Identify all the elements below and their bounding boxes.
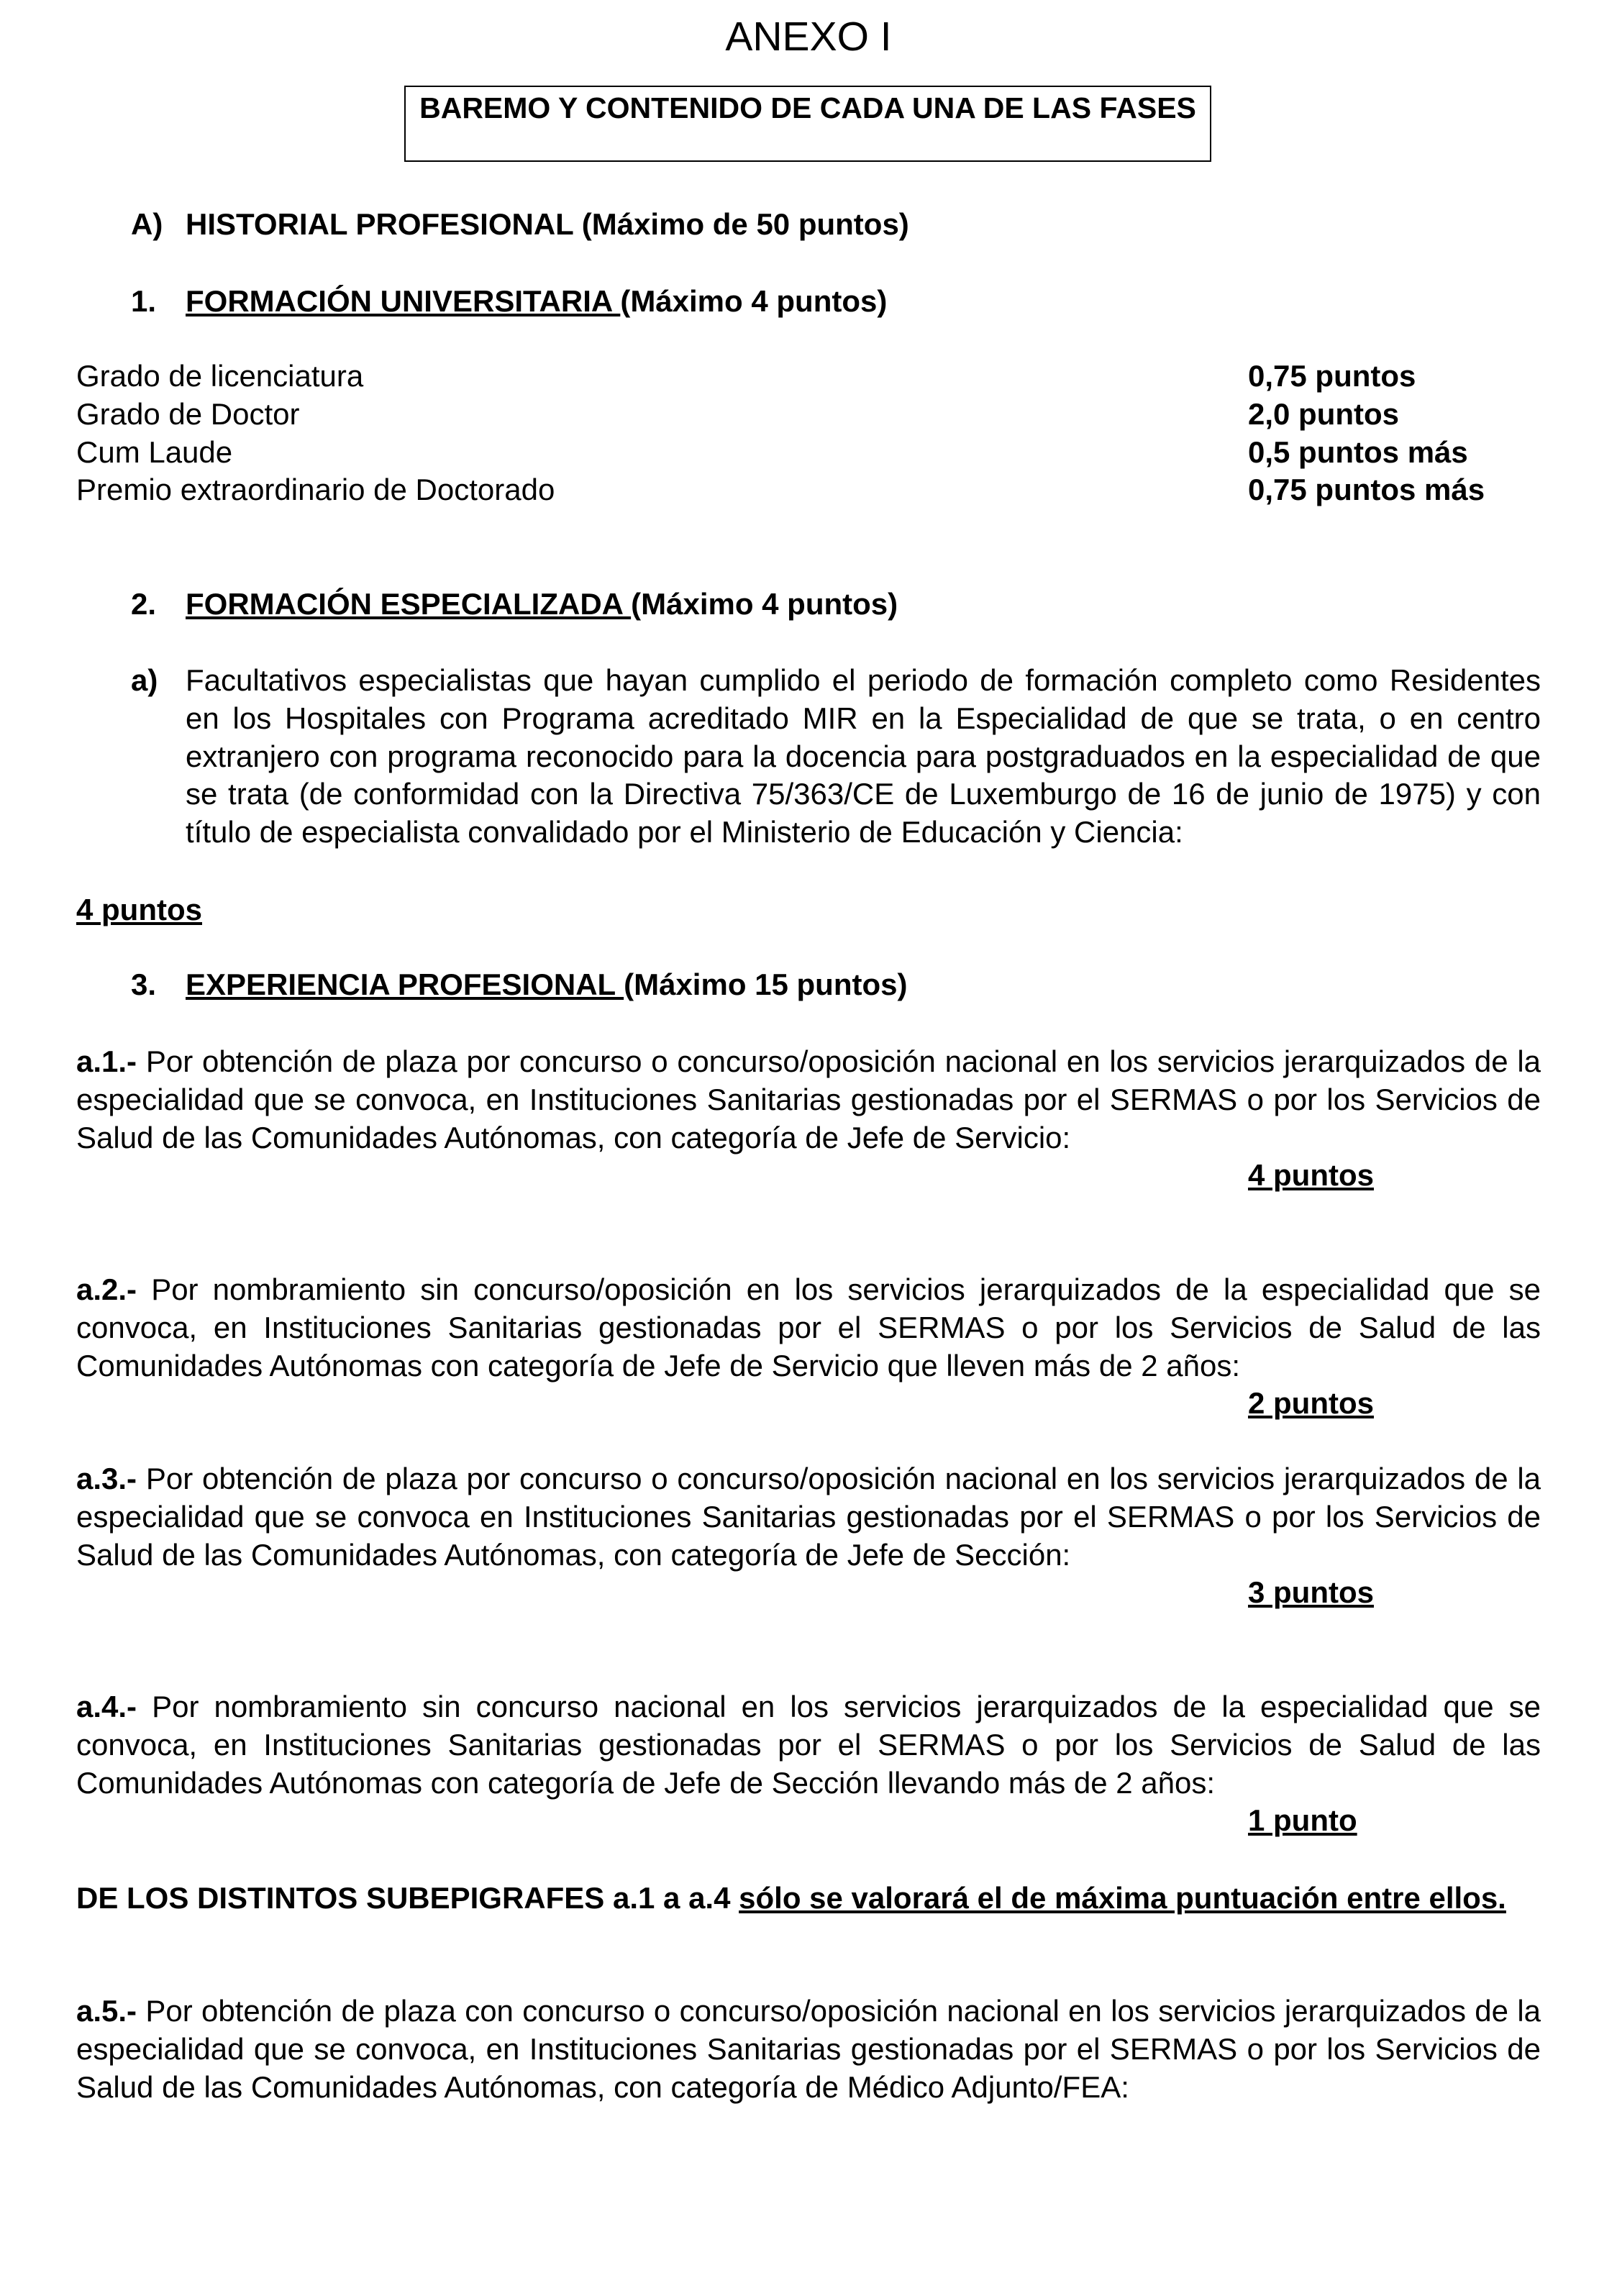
- item-points: 0,5 puntos más: [1248, 434, 1468, 469]
- experience-item-a2: [76, 1271, 1541, 1423]
- item-points: 4 puntos: [1248, 1158, 1374, 1193]
- experience-item-a3: [76, 1460, 1541, 1612]
- item-points: 3 puntos: [1248, 1575, 1374, 1610]
- specialist-paragraph: Facultativos especialistas que hayan cumplido el periodo de formación completo como Residentes en los Hospitales con Programa acreditado MIR en la Especialidad de que se trata, o en centro extranjero con programa reconocido para la docencia para postgraduados en la especialidad de que se trata (de conformidad con la Directiva 75/363/CE de Luxemburgo de 16 de junio de 1975) y con título de especialista convalidado por el Ministerio de Educación y Ciencia:: [186, 663, 1541, 849]
- section-number: A): [131, 207, 163, 241]
- list-item: [76, 471, 1541, 509]
- note-underlined: sólo se valorará el de máxima puntuación entre ellos.: [739, 1881, 1506, 1915]
- item-label: Cum Laude: [76, 434, 233, 469]
- section-max: (Máximo 4 puntos): [631, 587, 898, 621]
- item-marker: a): [131, 663, 158, 697]
- item-text: Por obtención de plaza por concurso o concurso/oposición nacional en los servicios jerarquizados de la especialidad que se convoca, en Instituciones Sanitarias gestionadas por el SERMAS o por los Servicios de Salud de las Comunidades Autónomas, con categoría de Jefe de Servicio:: [76, 1044, 1541, 1154]
- section-number: 2.: [131, 587, 157, 621]
- experience-item-a4: [76, 1688, 1541, 1840]
- section-max: (Máximo 15 puntos): [624, 967, 908, 1001]
- experience-item-a1: [76, 1043, 1541, 1195]
- item-points: 2,0 puntos: [1248, 396, 1400, 431]
- item-text: Por obtención de plaza con concurso o concurso/oposición nacional en los servicios jerarquizados de la especialidad que se convoca, en Instituciones Sanitarias gestionadas por el SERMAS o por los Servicios de Salud de las Comunidades Autónomas, con categoría de Médico Adjunto/FEA:: [76, 1994, 1541, 2104]
- item-points: 0,75 puntos: [1248, 359, 1416, 393]
- item-text: Por nombramiento sin concurso/oposición en los servicios jerarquizados de la especialidad que se convoca, en Instituciones Sanitarias gestionadas por el SERMAS o por los Servicios de Salud de las Comunidades Autónomas con categoría de Jefe de Servicio que lleven más de 2 años:: [76, 1272, 1541, 1382]
- item-code: a.4.-: [76, 1690, 137, 1723]
- section-max: (Máximo 4 puntos): [620, 284, 888, 318]
- boxed-heading: BAREMO Y CONTENIDO DE CADA UNA DE LAS FASES: [404, 86, 1211, 162]
- item-label: Grado de licenciatura: [76, 359, 364, 393]
- experience-item-a5: [76, 1992, 1541, 2106]
- item-points: 1 punto: [1248, 1803, 1357, 1838]
- section-label: HISTORIAL PROFESIONAL (Máximo de 50 puntos): [186, 207, 909, 241]
- item-code: a.1.-: [76, 1044, 137, 1078]
- item-text: Por nombramiento sin concurso nacional en los servicios jerarquizados de la especialidad que se convoca, en Instituciones Sanitarias gestionadas por el SERMAS o por los Servicios de Salud de las Comunidades Autónomas con categoría de Jefe de Sección llevando más de 2 años:: [76, 1690, 1541, 1800]
- page-title: ANEXO I: [725, 14, 892, 60]
- item-label: Premio extraordinario de Doctorado: [76, 473, 555, 507]
- list-item: [76, 434, 1541, 472]
- list-item: [76, 396, 1541, 434]
- item-label: Grado de Doctor: [76, 396, 300, 431]
- note-prefix: DE LOS DISTINTOS SUBEPIGRAFES a.1 a a.4: [76, 1881, 739, 1915]
- section-number: 3.: [131, 967, 157, 1001]
- specialist-points: 4 puntos: [76, 893, 202, 926]
- section-label: EXPERIENCIA PROFESIONAL: [186, 967, 624, 1001]
- item-code: a.2.-: [76, 1272, 137, 1306]
- item-code: a.3.-: [76, 1462, 137, 1495]
- section-number: 1.: [131, 284, 157, 318]
- item-points: 2 puntos: [1248, 1386, 1374, 1421]
- section-label: FORMACIÓN UNIVERSITARIA: [186, 284, 621, 318]
- list-item: [76, 357, 1541, 396]
- item-text: Por obtención de plaza por concurso o concurso/oposición nacional en los servicios jerarquizados de la especialidad que se convoca en Instituciones Sanitarias gestionadas por el SERMAS o por los Servicios de Salud de las Comunidades Autónomas, con categoría de Jefe de Sección:: [76, 1462, 1541, 1572]
- item-code: a.5.-: [76, 1994, 137, 2028]
- section-label: FORMACIÓN ESPECIALIZADA: [186, 587, 632, 621]
- subepigraph-note: [76, 1880, 1541, 1918]
- degree-list: [76, 357, 1541, 509]
- item-points: 0,75 puntos más: [1248, 473, 1485, 507]
